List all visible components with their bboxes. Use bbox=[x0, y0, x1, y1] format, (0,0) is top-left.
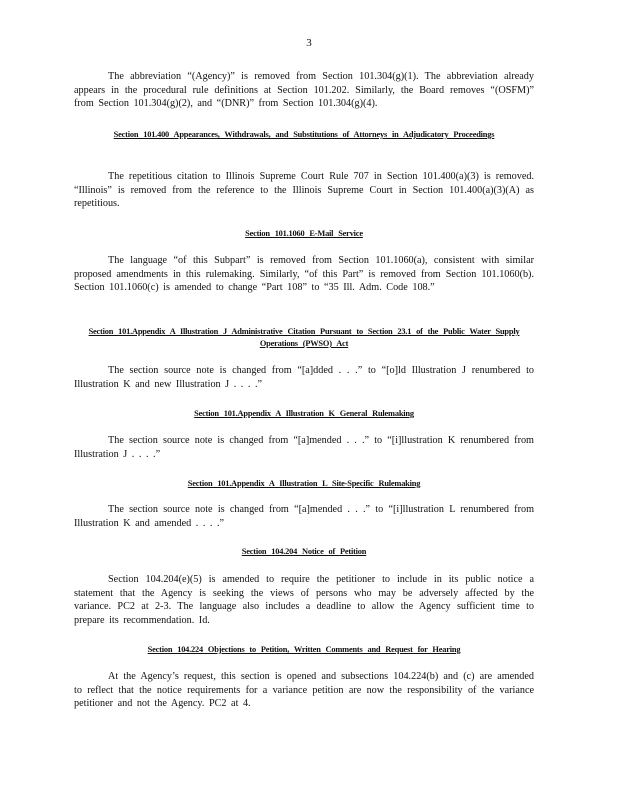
heading-text: Section 101.Appendix A Illustration J Administrative Citation Pursuant to Section 23.1 of the Public Water Supply Operations (PWSO) Act bbox=[88, 327, 520, 348]
heading-text: Section 104.224 Objections to Petition, Written Comments and Request for Hearing bbox=[147, 645, 461, 654]
heading-text: Section 101.Appendix A Illustration L Site-Specific Rulemaking bbox=[187, 479, 421, 488]
paragraph-text: At the Agency’s request, this section is opened and subsections 104.224(b) and (c) are amended to reflect that the notice requirements for a variance petition are now the responsibility of the variance petitioner and not the Agency. PC2 at 4. bbox=[74, 671, 534, 710]
paragraph-text: The section source note is changed from “[a]mended . . .” to “[i]llustration K renumbered from Illustration J . . . .” bbox=[74, 435, 534, 460]
section-heading-101-1060 bbox=[74, 228, 534, 240]
heading-text: Section 101.1060 E-Mail Service bbox=[245, 229, 363, 238]
page-number: 3 bbox=[306, 37, 312, 49]
paragraph-illustration-l-note bbox=[74, 503, 534, 530]
heading-text: Section 101.Appendix A Illustration K General Rulemaking bbox=[194, 409, 414, 418]
paragraph-text: The language “of this Subpart” is removed from Section 101.1060(a), consistent with similar proposed amendments in this rulemaking. Similarly, “of this Part” is removed from Section 101.1060(b). Section 101.1060(c) is amended to change “Part 108” to “35 Ill. Adm. Code 108.” bbox=[74, 255, 534, 294]
section-heading-104-204 bbox=[74, 546, 534, 558]
paragraph-text: Section 104.204(e)(5) is amended to require the petitioner to include in its public notice a statement that the Agency is seeking the views of persons who may be adversely affected by the variance. PC2 at 2-3. The language also includes a deadline to allow the Agency sufficient time to prepare its recommendation. Id. bbox=[74, 574, 534, 627]
paragraph-text: The section source note is changed from “[a]mended . . .” to “[i]llustration L renumbered from Illustration K and amended . . . .” bbox=[74, 504, 534, 529]
heading-text: Section 101.400 Appearances, Withdrawals, and Substitutions of Attorneys in Adjudicatory Proceedings bbox=[113, 130, 495, 139]
section-heading-104-224 bbox=[74, 644, 534, 656]
paragraph-repetitious-citation bbox=[74, 170, 534, 211]
section-heading-illustration-l bbox=[74, 478, 534, 490]
section-heading-illustration-k bbox=[74, 408, 534, 420]
paragraph-text: The section source note is changed from “[a]dded . . .” to “[o]ld Illustration J renumbered to Illustration K and new Illustration J . . . .” bbox=[74, 365, 534, 390]
paragraph-abbreviations bbox=[74, 70, 534, 111]
section-heading-101-400 bbox=[74, 129, 534, 141]
paragraph-illustration-k-note bbox=[74, 434, 534, 461]
paragraph-notice-petition bbox=[74, 573, 534, 628]
paragraph-text: The abbreviation “(Agency)” is removed from Section 101.304(g)(1). The abbreviation already appears in the procedural rule definitions at Section 101.202. Similarly, the Board removes “(OSFM)” from Section 101.304(g)(2), and “(DNR)” from Section 101.304(g)(4). bbox=[74, 71, 534, 110]
section-heading-illustration-j bbox=[74, 326, 534, 350]
paragraph-illustration-j-note bbox=[74, 364, 534, 391]
heading-text: Section 104.204 Notice of Petition bbox=[241, 547, 367, 556]
paragraph-subpart-language bbox=[74, 254, 534, 295]
paragraph-objections bbox=[74, 670, 534, 711]
paragraph-text: The repetitious citation to Illinois Supreme Court Rule 707 in Section 101.400(a)(3) is removed. “Illinois” is removed from the reference to the Illinois Supreme Court in Section 101.400(a)(3)(A) as repetitious. bbox=[74, 171, 534, 210]
